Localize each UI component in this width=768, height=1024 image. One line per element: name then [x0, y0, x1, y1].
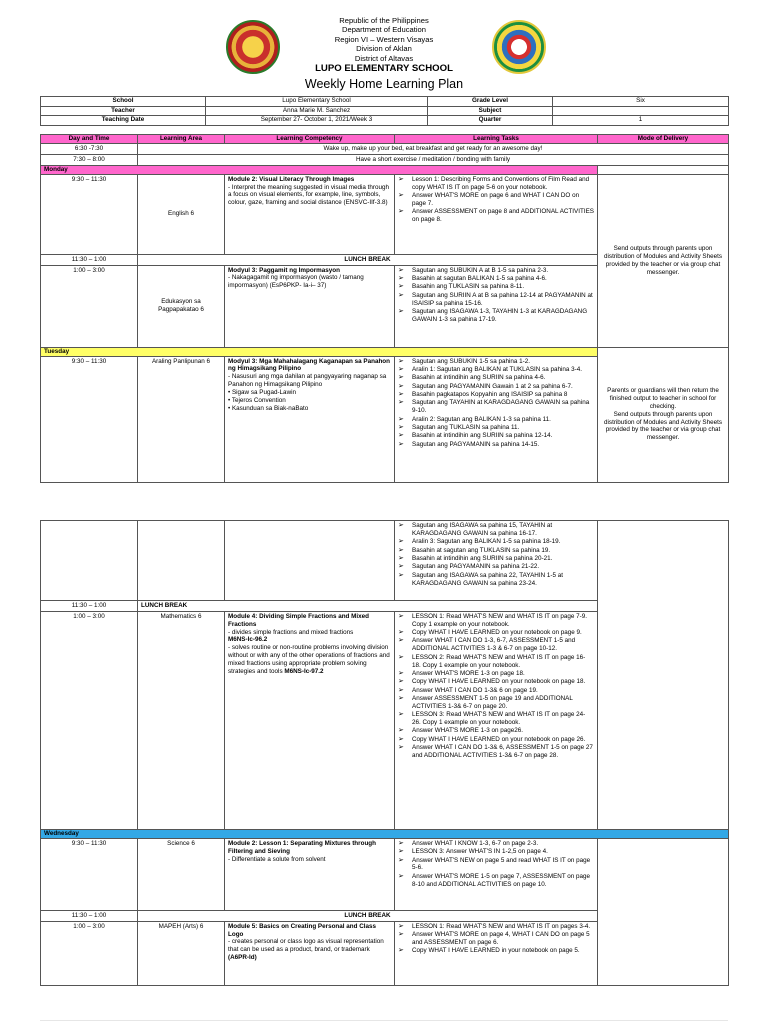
area-cell: MAPEH (Arts) 6: [138, 921, 225, 985]
task-item: ➢ LESSON 1: Read WHAT'S NEW and WHAT IS IT on pages 3-4.: [398, 923, 594, 931]
time-cell: 1:00 – 3:00: [41, 265, 138, 347]
area-cell: Edukasyon sa Pagpapakatao 6: [138, 265, 225, 347]
subject-value: [553, 106, 729, 116]
tasks-cell: [395, 356, 598, 482]
task-item: ➢ Aralin 1: Sagutan ang BALIKAN at TUKLASIN sa pahina 3-4.: [398, 366, 594, 374]
task-item: ➢ Answer WHAT I CAN DO 1-3& 6, ASSESSMENT 1-5 on page 27 and ADDITIONAL ACTIVITIES 1-3& 6-7 on page 28.: [398, 744, 594, 760]
task-item: ➢ Copy WHAT I HAVE LEARNED on your notebook on page 18.: [398, 678, 594, 686]
delivery-cell: Parents or guardians will then return the finished output to teacher in school for checking. Send outputs through parents upon distribution of Modules and Activity Sheets provided by the teacher or via group chat messenger.: [598, 347, 729, 482]
time-cell: 1:00 – 3:00: [41, 921, 138, 985]
competency-text: - creates personal or class logo as visual representation that can be used as a product, brand, or trademark: [228, 938, 384, 954]
routine-row: [41, 154, 729, 165]
routine-time: 7:30 – 8:00: [41, 154, 138, 165]
plan-table-page1: [40, 134, 729, 483]
subject-label: Subject: [428, 106, 553, 116]
task-item: ➢ Copy WHAT I HAVE LEARNED in your notebook on page 5.: [398, 947, 594, 955]
task-item: ➢ LESSON 3: Answer WHAT'S IN 1-2,5 on page 4.: [398, 848, 594, 856]
competency-bullet: • Tejeros Convention: [228, 396, 286, 404]
col-delivery: Mode of Delivery: [598, 135, 729, 144]
task-item: ➢ Basahin at intindihin ang SURIIN sa pahina 20-21.: [398, 555, 594, 563]
lunch-label: LUNCH BREAK: [138, 601, 598, 612]
competency-title: Modyul 3: Mga Mahahalagang Kaganapan sa Panahon ng Himagsikang Pilipino: [228, 357, 390, 373]
header-line-division: Division of Aklan: [356, 44, 412, 54]
time-cell: 9:30 – 11:30: [41, 174, 138, 254]
teacher-label: Teacher: [41, 106, 206, 116]
col-day-time: Day and Time: [41, 135, 138, 144]
header-line-district: District of Altavas: [354, 53, 414, 63]
column-header-row: [41, 135, 729, 144]
competency-code: (A6PR-Id): [228, 954, 257, 962]
document-header: [0, 16, 768, 106]
task-item: ➢ LESSON 3: Read WHAT'S NEW and WHAT IS IT on page 24-26. Copy 1 example on your notebook.: [398, 711, 594, 727]
task-item: ➢ Sagutan ang ISAGAWA sa pahina 15, TAYAHIN at KARAGDAGANG GAWAIN sa pahina 16-17.: [398, 522, 594, 538]
time-cell: 9:30 – 11:30: [41, 838, 138, 910]
competency-text: - Nasusuri ang mga dahilan at pangyayaring naganap sa Panahon ng Himagsikang Pilipino: [228, 373, 387, 389]
competency-cell: [225, 265, 395, 347]
task-item: ➢ Sagutan ang SURIIN A at B sa pahina 12-14 at PAGYAMANIN at ISAISIP sa pahina 15-16.: [398, 292, 594, 308]
plan-table-page2: [40, 520, 729, 986]
lunch-label: LUNCH BREAK: [138, 910, 598, 921]
task-item: ➢ Basahin at sagutan ang TUKLASIN sa pahina 19.: [398, 547, 594, 555]
tasks-cell: [395, 611, 598, 829]
competency-text: - divides simple fractions and mixed fractions: [228, 628, 354, 636]
competency-title: Module 2: Visual Literacy Through Images: [228, 175, 355, 183]
subject-row-ap-continued: [41, 521, 729, 601]
time-cell: 9:30 – 11:30: [41, 356, 138, 482]
competency-text: - Differentiate a solute from solvent: [228, 855, 326, 863]
task-item: ➢ Answer WHAT'S NEW on page 5 and read WHAT IS IT on page 5-6.: [398, 857, 594, 873]
task-item: ➢ LESSON 2: Read WHAT'S NEW and WHAT IS IT on page 16-18. Copy 1 example on your notebook.: [398, 654, 594, 670]
tasks-cell: [395, 521, 598, 601]
competency-title: Module 4: Dividing Simple Fractions and Mixed Fractions: [228, 612, 369, 628]
col-tasks: Learning Tasks: [395, 135, 598, 144]
task-item: ➢ Answer WHAT'S MORE 1-3 on page 18.: [398, 670, 594, 678]
tasks-cell: [395, 921, 598, 985]
subject-row-english: [41, 174, 729, 254]
competency-text: - Interpret the meaning suggested in visual media through a focus on visual elements, for example, line, symbols, colour, gaze, framing and social distance (ENSVC-IIf-3.8): [228, 183, 390, 207]
task-item: ➢ Aralin 2: Sagutan ang BALIKAN 1-3 sa pahina 11.: [398, 416, 594, 424]
task-item: ➢ Sagutan ang TUKLASIN sa pahina 11.: [398, 424, 594, 432]
page-divider: [40, 1020, 728, 1021]
competency-cell: [225, 921, 395, 985]
day-label: Monday: [41, 165, 598, 174]
area-cell: Science 6: [138, 838, 225, 910]
competency-cell: [225, 838, 395, 910]
school-name: LUPO ELEMENTARY SCHOOL: [315, 63, 453, 75]
competency-cell: [225, 611, 395, 829]
delivery-cell: Send outputs through parents upon distribution of Modules and Activity Sheets provided by the teacher or via group chat messenger.: [598, 174, 729, 347]
competency-title: Module 5: Basics on Creating Personal and Class Logo: [228, 922, 377, 938]
task-item: ➢ LESSON 1: Read WHAT'S NEW and WHAT IS IT on page 7-9. Copy 1 example on your notebook.: [398, 613, 594, 629]
task-item: ➢ Copy WHAT I HAVE LEARNED on your notebook on page 9.: [398, 629, 594, 637]
competency-cell: [225, 174, 395, 254]
day-label: Tuesday: [41, 347, 598, 356]
quarter-value: 1: [553, 116, 729, 126]
competency-text: - solves routine or non-routine problems involving division without or with any of the other operations of fractions and mixed fractions using appropriate problem solving strategies and tools: [228, 644, 390, 675]
tasks-cell: [395, 265, 598, 347]
task-item: ➢ Sagutan ang ISAGAWA 1-3, TAYAHIN 1-3 at KARAGDAGANG GAWAIN 1-3 sa pahina 17-19.: [398, 308, 594, 324]
day-row-wednesday: [41, 829, 729, 838]
routine-text: Have a short exercise / meditation / bonding with family: [138, 154, 729, 165]
routine-text: Wake up, make up your bed, eat breakfast and get ready for an awesome day!: [138, 144, 729, 155]
task-item: ➢ Answer ASSESSMENT on page 8 and ADDITIONAL ACTIVITIES on page 8.: [398, 208, 594, 224]
lunch-time: 11:30 – 1:00: [41, 601, 138, 612]
header-text-block: [0, 16, 768, 92]
task-item: ➢ Lesson 1: Describing Forms and Conventions of Film Read and copy WHAT IS IT on page 5-6 on your notebook.: [398, 176, 594, 192]
task-item: ➢ Sagutan ang PAGYAMANIN Gawain 1 at 2 sa pahina 6-7.: [398, 383, 594, 391]
task-item: ➢ Basahin ang TUKLASIN sa pahina 8-11.: [398, 283, 594, 291]
grade-label: Grade Level: [428, 97, 553, 107]
task-item: ➢ Sagutan ang SUBUKIN A at B 1-5 sa pahina 2-3.: [398, 267, 594, 275]
task-item: ➢ Answer WHAT I CAN DO 1-3, 6-7, ASSESSMENT 1-5 and ADDITIONAL ACTIVITIES 1-3 & 6-7 on page 10-12.: [398, 637, 594, 653]
date-label: Teaching Date: [41, 116, 206, 126]
task-item: ➢ Sagutan ang ISAGAWA sa pahina 22, TAYAHIN 1-5 at KARAGDAGANG GAWAIN sa pahina 23-24.: [398, 572, 594, 588]
competency-code: M6NS-Ic-96.2: [228, 636, 268, 644]
school-label: School: [41, 97, 206, 107]
task-item: ➢ Sagutan ang PAGYAMANIN sa pahina 21-22.: [398, 563, 594, 571]
task-item: ➢ Basahin pagkatapos Kopyahin ang ISAISIP sa pahina 8: [398, 391, 594, 399]
header-line-region: Region VI – Western Visayas: [334, 34, 434, 44]
task-item: ➢ Sagutan ang SUBUKIN 1-5 sa pahina 1-2.: [398, 358, 594, 366]
routine-time: 6:30 -7:30: [41, 144, 138, 155]
info-table: [40, 96, 729, 126]
header-line-republic: Republic of the Philippines: [339, 16, 429, 25]
competency-title: Modyul 3: Paggamit ng Impormasyon: [228, 266, 340, 274]
col-learning-area: Learning Area: [138, 135, 225, 144]
competency-code: M6NS-Ic-97.2: [284, 667, 324, 675]
lunch-time: 11:30 – 1:00: [41, 910, 138, 921]
task-item: ➢ Basahin at intindihin ang SURIIN sa pahina 4-6.: [398, 374, 594, 382]
plan-title: Weekly Home Learning Plan: [304, 77, 464, 92]
tasks-cell: [395, 838, 598, 910]
task-item: ➢ Answer WHAT'S MORE 1-3 on page26.: [398, 727, 594, 735]
task-item: ➢ Answer WHAT I KNOW 1-3, 6-7 on page 2-3.: [398, 840, 594, 848]
competency-text: - Nakagagamit ng impormasyon (wasto / tamang impormasyon) (EsP6PKP- Ia-i– 37): [228, 274, 364, 290]
task-item: ➢ Answer WHAT'S MORE on page 4, WHAT I CAN DO on page 5 and ASSESSMENT on page 6.: [398, 931, 594, 947]
task-item: ➢ Basahin at sagutan BALIKAN 1-5 sa pahina 4-6.: [398, 275, 594, 283]
competency-bullet: • Sigaw sa Pugad-Lawin: [228, 389, 297, 397]
routine-row: [41, 144, 729, 155]
col-competency: Learning Competency: [225, 135, 395, 144]
task-item: ➢ Answer WHAT'S MORE 1-5 on page 7, ASSESSMENT on page 8-10 and ADDITIONAL ACTIVITIES on page 10.: [398, 873, 594, 889]
task-item: ➢ Sagutan ang TAYAHIN at KARAGDAGANG GAWAIN sa pahina 9-10.: [398, 399, 594, 415]
quarter-label: Quarter: [428, 116, 553, 126]
school-value: Lupo Elementary School: [206, 97, 428, 107]
task-item: ➢ Basahin at intindihin ang SURIIN sa pahina 12-14.: [398, 432, 594, 440]
task-item: ➢ Answer ASSESSMENT 1-5 on page 19 and ADDITIONAL ACTIVITIES 1-3& 6-7 on page 20.: [398, 695, 594, 711]
lunch-label: LUNCH BREAK: [138, 254, 598, 265]
grade-value: Six: [553, 97, 729, 107]
area-cell: Mathematics 6: [138, 611, 225, 829]
teacher-value: Anna Marie M. Sanchez: [206, 106, 428, 116]
date-value: September 27- October 1, 2021/Week 3: [206, 116, 428, 126]
day-row-tuesday: [41, 347, 729, 356]
tasks-cell: [395, 174, 598, 254]
area-cell: Araling Panlipunan 6: [138, 356, 225, 482]
task-item: ➢ Aralin 3: Sagutan ang BALIKAN 1-5 sa pahina 18-19.: [398, 538, 594, 546]
area-cell: English 6: [138, 174, 225, 254]
task-item: ➢ Answer WHAT'S MORE on page 6 and WHAT I CAN DO on page 7.: [398, 192, 594, 208]
task-item: ➢ Answer WHAT I CAN DO 1-3& 6 on page 19.: [398, 687, 594, 695]
header-line-department: Department of Education: [341, 25, 426, 35]
task-item: ➢ Sagutan ang PAGYAMANIN sa pahina 14-15.: [398, 441, 594, 449]
competency-bullet: • Kasunduan sa Biak-naBato: [228, 404, 309, 412]
competency-title: Module 2: Lesson 1: Separating Mixtures through Filtering and Sieving: [228, 839, 376, 855]
lunch-time: 11:30 – 1:00: [41, 254, 138, 265]
day-label: Wednesday: [41, 829, 729, 838]
competency-cell: [225, 356, 395, 482]
time-cell: 1:00 – 3:00: [41, 611, 138, 829]
day-row-monday: [41, 165, 729, 174]
task-item: ➢ Copy WHAT I HAVE LEARNED on your notebook on page 26.: [398, 736, 594, 744]
subject-row-science: [41, 838, 729, 910]
